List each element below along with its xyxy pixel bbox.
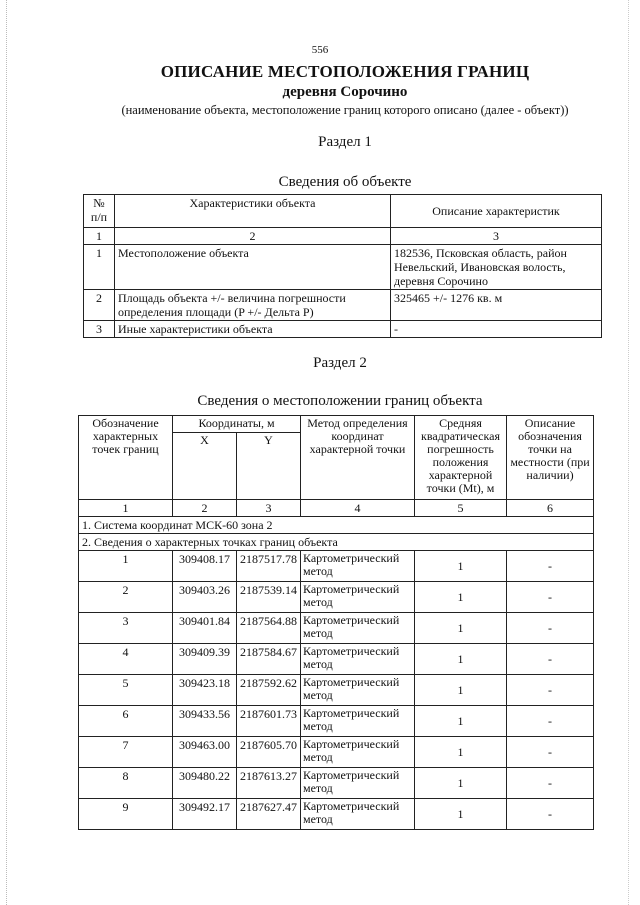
column-number: 6 bbox=[507, 500, 594, 517]
object-info-table bbox=[83, 194, 602, 338]
page-number: 556 bbox=[311, 44, 329, 56]
points-body bbox=[79, 551, 594, 830]
mean-error: 1 bbox=[415, 799, 507, 830]
coordinate-y: 2187592.62 bbox=[237, 675, 301, 706]
method: Картометрический метод bbox=[301, 551, 415, 582]
column-number: 1 bbox=[79, 500, 173, 517]
table-row bbox=[79, 613, 594, 644]
point-number: 5 bbox=[79, 675, 173, 706]
mean-error: 1 bbox=[415, 582, 507, 613]
point-description: - bbox=[507, 768, 594, 799]
column-number: 3 bbox=[391, 228, 602, 245]
coordinate-system: 1. Система координат МСК-60 зона 2 bbox=[79, 517, 594, 534]
characteristic-name: Иные характеристики объекта bbox=[115, 321, 391, 338]
header-cell: Координаты, м bbox=[173, 416, 301, 433]
column-number: 3 bbox=[237, 500, 301, 517]
object-name-note: (наименование объекта, местоположение границ которого описано (далее - объект)) bbox=[121, 103, 569, 117]
method: Картометрический метод bbox=[301, 768, 415, 799]
point-description: - bbox=[507, 737, 594, 768]
table-header-row bbox=[79, 416, 594, 433]
coordinate-x: 309401.84 bbox=[173, 613, 237, 644]
header-cell: Описание обозначения точки на местности (при наличии) bbox=[507, 416, 594, 500]
table-row bbox=[79, 675, 594, 706]
point-number: 7 bbox=[79, 737, 173, 768]
section-1-label: Раздел 1 bbox=[318, 134, 372, 150]
coordinate-x: 309403.26 bbox=[173, 582, 237, 613]
coordinate-y: 2187601.73 bbox=[237, 706, 301, 737]
row-number: 1 bbox=[84, 245, 115, 290]
header-cell: Характеристики объекта bbox=[115, 195, 391, 228]
table-row bbox=[84, 245, 602, 290]
point-number: 9 bbox=[79, 799, 173, 830]
header-cell: Описание характеристик bbox=[391, 195, 602, 228]
coordinate-x: 309409.39 bbox=[173, 644, 237, 675]
document-title: ОПИСАНИЕ МЕСТОПОЛОЖЕНИЯ ГРАНИЦ bbox=[160, 62, 530, 81]
point-description: - bbox=[507, 675, 594, 706]
characteristic-value: 182536, Псковская область, район Невельский, Ивановская волость, деревня Сорочино bbox=[391, 245, 602, 290]
table-row bbox=[84, 321, 602, 338]
column-number: 4 bbox=[301, 500, 415, 517]
header-cell: Средняя квадратическая погрешность положения характерной точки (Mt), м bbox=[415, 416, 507, 500]
coordinate-x: 309408.17 bbox=[173, 551, 237, 582]
mean-error: 1 bbox=[415, 768, 507, 799]
header-cell-y: Y bbox=[237, 433, 301, 500]
header-cell: Обозначение характерных точек границ bbox=[79, 416, 173, 500]
coordinate-y: 2187613.27 bbox=[237, 768, 301, 799]
coordinate-system-row bbox=[79, 517, 594, 534]
coordinate-x: 309480.22 bbox=[173, 768, 237, 799]
method: Картометрический метод bbox=[301, 799, 415, 830]
column-number-row bbox=[79, 500, 594, 517]
mean-error: 1 bbox=[415, 551, 507, 582]
characteristic-name: Площадь объекта +/- величина погрешности определения площади (P +/- Дельта P) bbox=[115, 290, 391, 321]
table-header-row bbox=[84, 195, 602, 228]
table-row bbox=[79, 737, 594, 768]
characteristic-value: - bbox=[391, 321, 602, 338]
section-2-heading: Сведения о местоположении границ объекта bbox=[197, 393, 483, 409]
coordinate-y: 2187627.47 bbox=[237, 799, 301, 830]
coordinate-y: 2187584.67 bbox=[237, 644, 301, 675]
table-row bbox=[84, 290, 602, 321]
method: Картометрический метод bbox=[301, 706, 415, 737]
method: Картометрический метод bbox=[301, 737, 415, 768]
column-number: 1 bbox=[84, 228, 115, 245]
method: Картометрический метод bbox=[301, 644, 415, 675]
row-number: 3 bbox=[84, 321, 115, 338]
coordinate-x: 309433.56 bbox=[173, 706, 237, 737]
mean-error: 1 bbox=[415, 706, 507, 737]
characteristic-name: Местоположение объекта bbox=[115, 245, 391, 290]
object-name: деревня Сорочино bbox=[282, 84, 408, 100]
coordinate-x: 309463.00 bbox=[173, 737, 237, 768]
table-row bbox=[79, 768, 594, 799]
point-number: 6 bbox=[79, 706, 173, 737]
coordinate-x: 309492.17 bbox=[173, 799, 237, 830]
column-number-row bbox=[84, 228, 602, 245]
point-description: - bbox=[507, 799, 594, 830]
method: Картометрический метод bbox=[301, 582, 415, 613]
table-row bbox=[79, 644, 594, 675]
characteristic-value: 325465 +/- 1276 кв. м bbox=[391, 290, 602, 321]
point-description: - bbox=[507, 644, 594, 675]
point-number: 3 bbox=[79, 613, 173, 644]
boundary-points-table bbox=[78, 415, 594, 830]
column-number: 2 bbox=[173, 500, 237, 517]
header-cell-x: X bbox=[173, 433, 237, 500]
method: Картометрический метод bbox=[301, 613, 415, 644]
header-cell: Метод определения координат характерной точки bbox=[301, 416, 415, 500]
mean-error: 1 bbox=[415, 613, 507, 644]
table-row bbox=[79, 706, 594, 737]
mean-error: 1 bbox=[415, 737, 507, 768]
point-number: 2 bbox=[79, 582, 173, 613]
table-row bbox=[79, 551, 594, 582]
table-row bbox=[79, 582, 594, 613]
mean-error: 1 bbox=[415, 644, 507, 675]
point-number: 1 bbox=[79, 551, 173, 582]
mean-error: 1 bbox=[415, 675, 507, 706]
point-number: 4 bbox=[79, 644, 173, 675]
points-caption: 2. Сведения о характерных точках границ объекта bbox=[79, 534, 594, 551]
point-number: 8 bbox=[79, 768, 173, 799]
point-description: - bbox=[507, 582, 594, 613]
coordinate-y: 2187539.14 bbox=[237, 582, 301, 613]
section-1-heading: Сведения об объекте bbox=[278, 174, 412, 190]
column-number: 5 bbox=[415, 500, 507, 517]
header-cell: № п/п bbox=[84, 195, 115, 228]
point-description: - bbox=[507, 551, 594, 582]
coordinate-y: 2187564.88 bbox=[237, 613, 301, 644]
coordinate-y: 2187517.78 bbox=[237, 551, 301, 582]
method: Картометрический метод bbox=[301, 675, 415, 706]
row-number: 2 bbox=[84, 290, 115, 321]
coordinate-x: 309423.18 bbox=[173, 675, 237, 706]
point-description: - bbox=[507, 613, 594, 644]
table-row bbox=[79, 799, 594, 830]
points-caption-row bbox=[79, 534, 594, 551]
coordinate-y: 2187605.70 bbox=[237, 737, 301, 768]
column-number: 2 bbox=[115, 228, 391, 245]
point-description: - bbox=[507, 706, 594, 737]
section-2-label: Раздел 2 bbox=[313, 355, 367, 371]
